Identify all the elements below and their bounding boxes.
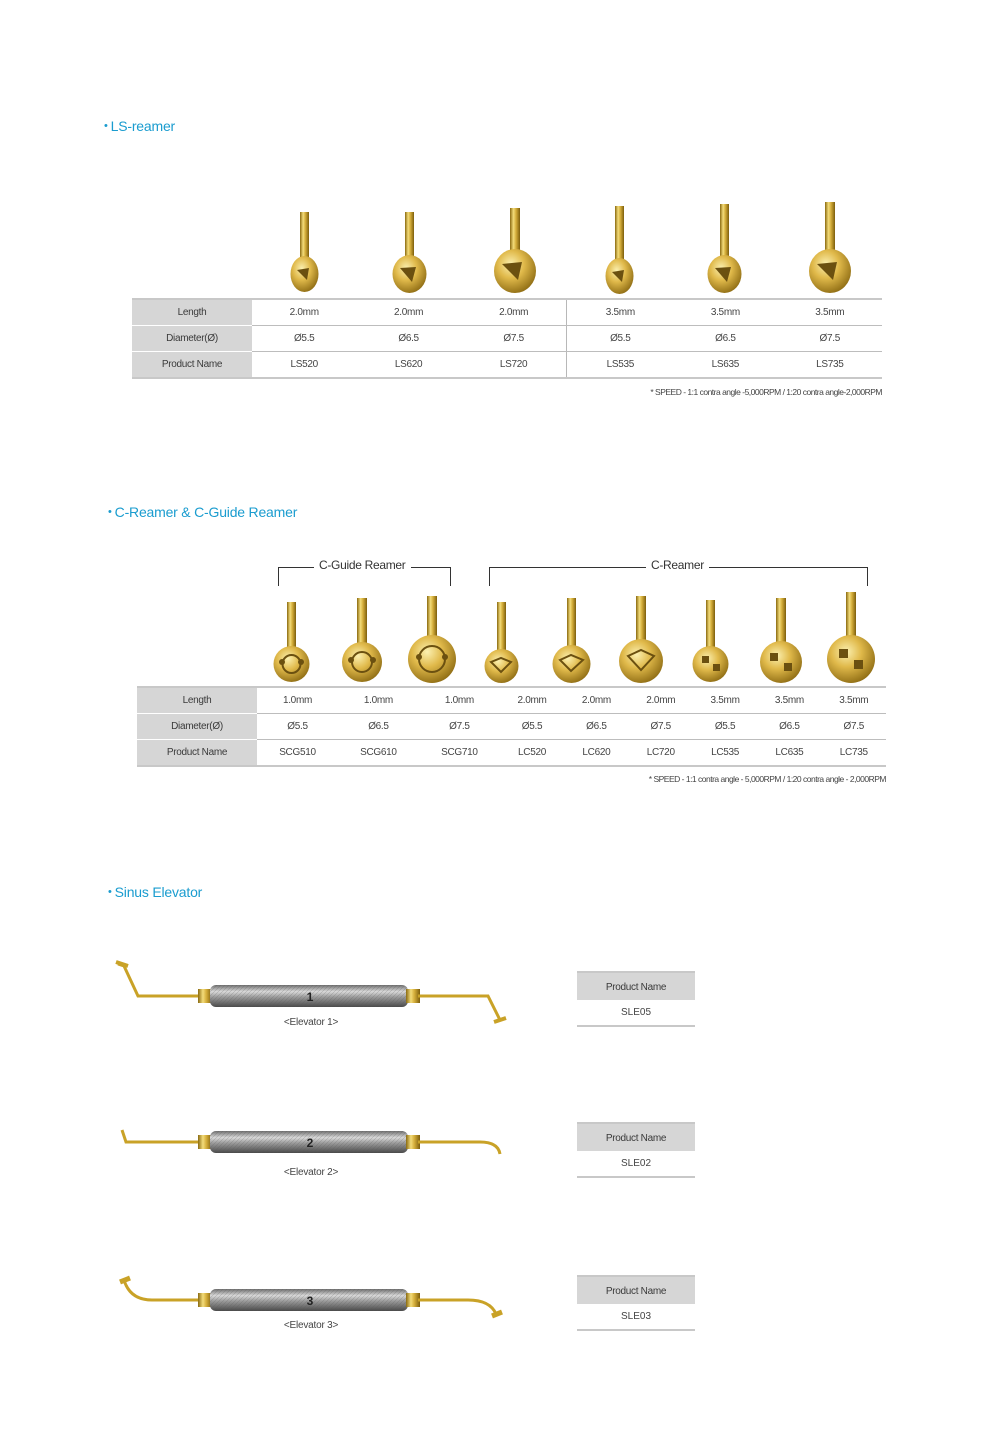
product-name-header: Product Name xyxy=(577,1122,695,1151)
length-label: Length xyxy=(132,299,252,326)
c-product-cell: LC620 xyxy=(564,740,628,767)
elevator-2-caption: <Elevator 2> xyxy=(283,1167,339,1178)
c-reamer-title xyxy=(108,504,297,520)
elevator-1-product-box xyxy=(577,971,695,1027)
length-row xyxy=(132,299,882,326)
c-reamer-images xyxy=(257,588,886,684)
product-name-value: SLE05 xyxy=(577,1000,695,1027)
ls-reamer-image xyxy=(462,200,567,296)
elevator-number: 1 xyxy=(306,990,314,1004)
c-reamer-group-label: C-Reamer xyxy=(646,558,709,572)
elevator-1-caption: <Elevator 1> xyxy=(283,1017,339,1028)
c-guide-group-label: C-Guide Reamer xyxy=(314,558,411,572)
ls-length-cell: 3.5mm xyxy=(567,299,673,326)
elevator-3-product-box xyxy=(577,1275,695,1331)
ls-reamer-title xyxy=(104,118,175,134)
ls-diameter-cell: Ø7.5 xyxy=(778,326,882,352)
ls-reamer-image xyxy=(567,200,672,296)
c-length-cell: 3.5mm xyxy=(693,687,757,714)
elevator-2-image xyxy=(108,1114,513,1174)
length-label: Length xyxy=(137,687,257,714)
ls-reamer-images xyxy=(252,200,882,296)
c-diameter-cell: Ø6.5 xyxy=(757,714,821,740)
c-length-cell: 3.5mm xyxy=(757,687,821,714)
ls-length-cell: 2.0mm xyxy=(252,299,356,326)
ls-reamer-image xyxy=(252,200,357,296)
c-diameter-cell: Ø5.5 xyxy=(693,714,757,740)
c-diameter-cell: Ø5.5 xyxy=(500,714,564,740)
c-diameter-cell: Ø5.5 xyxy=(257,714,338,740)
ls-length-cell: 2.0mm xyxy=(461,299,567,326)
c-reamer-image xyxy=(816,588,886,684)
ls-reamer-image xyxy=(357,200,462,296)
c-product-cell: LC535 xyxy=(693,740,757,767)
c-reamer-image xyxy=(467,588,537,684)
length-row xyxy=(137,687,886,714)
product-name-header: Product Name xyxy=(577,971,695,1000)
elevator-number: 2 xyxy=(306,1136,314,1150)
ls-reamer-spec-table xyxy=(132,298,882,379)
ls-diameter-cell: Ø5.5 xyxy=(252,326,356,352)
ls-product-cell: LS520 xyxy=(252,352,356,379)
ls-length-cell: 2.0mm xyxy=(356,299,460,326)
c-diameter-cell: Ø6.5 xyxy=(338,714,419,740)
ls-diameter-cell: Ø6.5 xyxy=(673,326,777,352)
c-reamer-spec-table xyxy=(137,686,886,767)
ls-length-cell: 3.5mm xyxy=(673,299,777,326)
c-length-cell: 2.0mm xyxy=(564,687,628,714)
ls-diameter-cell: Ø5.5 xyxy=(567,326,673,352)
diameter-row xyxy=(132,326,882,352)
product-name-label: Product Name xyxy=(137,740,257,767)
c-length-cell: 2.0mm xyxy=(500,687,564,714)
c-length-cell: 1.0mm xyxy=(419,687,500,714)
ls-product-cell: LS620 xyxy=(356,352,460,379)
c-reamer-image xyxy=(746,588,816,684)
c-length-cell: 1.0mm xyxy=(257,687,338,714)
c-guide-reamer-image xyxy=(257,588,327,684)
bullet-icon: • xyxy=(108,886,112,898)
elevator-number: 3 xyxy=(306,1294,314,1308)
bullet-icon: • xyxy=(104,120,108,132)
c-diameter-cell: Ø7.5 xyxy=(822,714,886,740)
c-product-cell: SCG710 xyxy=(419,740,500,767)
elevator-2-product-box xyxy=(577,1122,695,1178)
c-product-cell: SCG510 xyxy=(257,740,338,767)
c-product-cell: LC720 xyxy=(629,740,693,767)
c-product-cell: LC735 xyxy=(822,740,886,767)
ls-product-cell: LS735 xyxy=(778,352,882,379)
ls-diameter-cell: Ø7.5 xyxy=(461,326,567,352)
c-reamer-image xyxy=(676,588,746,684)
c-speed-note: * SPEED - 1:1 contra angle - 5,000RPM / 1:20 contra angle - 2,000RPM xyxy=(648,774,886,784)
ls-product-cell: LS720 xyxy=(461,352,567,379)
product-name-value: SLE02 xyxy=(577,1151,695,1178)
c-product-cell: LC635 xyxy=(757,740,821,767)
product-name-header: Product Name xyxy=(577,1275,695,1304)
ls-reamer-image xyxy=(672,200,777,296)
product-row xyxy=(137,740,886,767)
c-product-cell: SCG610 xyxy=(338,740,419,767)
diameter-label: Diameter(Ø) xyxy=(132,326,252,352)
product-name-label: Product Name xyxy=(132,352,252,379)
ls-speed-note: * SPEED - 1:1 contra angle -5,000RPM / 1:20 contra angle-2,000RPM xyxy=(650,387,882,397)
ls-diameter-cell: Ø6.5 xyxy=(356,326,460,352)
elevator-3-caption: <Elevator 3> xyxy=(283,1320,339,1331)
ls-length-cell: 3.5mm xyxy=(778,299,882,326)
c-diameter-cell: Ø7.5 xyxy=(629,714,693,740)
c-length-cell: 1.0mm xyxy=(338,687,419,714)
diameter-row xyxy=(137,714,886,740)
c-reamer-title-text: C-Reamer & C-Guide Reamer xyxy=(114,504,298,520)
c-length-cell: 2.0mm xyxy=(629,687,693,714)
diameter-label: Diameter(Ø) xyxy=(137,714,257,740)
c-guide-reamer-image xyxy=(397,588,467,684)
bullet-icon: • xyxy=(108,506,112,518)
c-diameter-cell: Ø7.5 xyxy=(419,714,500,740)
c-guide-reamer-image xyxy=(327,588,397,684)
c-length-cell: 3.5mm xyxy=(822,687,886,714)
c-reamer-image xyxy=(537,588,607,684)
c-reamer-image xyxy=(606,588,676,684)
sinus-elevator-title xyxy=(108,884,202,900)
c-product-cell: LC520 xyxy=(500,740,564,767)
sinus-elevator-title-text: Sinus Elevator xyxy=(114,884,203,900)
ls-reamer-image xyxy=(777,200,882,296)
ls-product-cell: LS635 xyxy=(673,352,777,379)
c-diameter-cell: Ø6.5 xyxy=(564,714,628,740)
ls-product-cell: LS535 xyxy=(567,352,673,379)
product-name-value: SLE03 xyxy=(577,1304,695,1331)
ls-reamer-title-text: LS-reamer xyxy=(110,118,175,134)
product-row xyxy=(132,352,882,379)
